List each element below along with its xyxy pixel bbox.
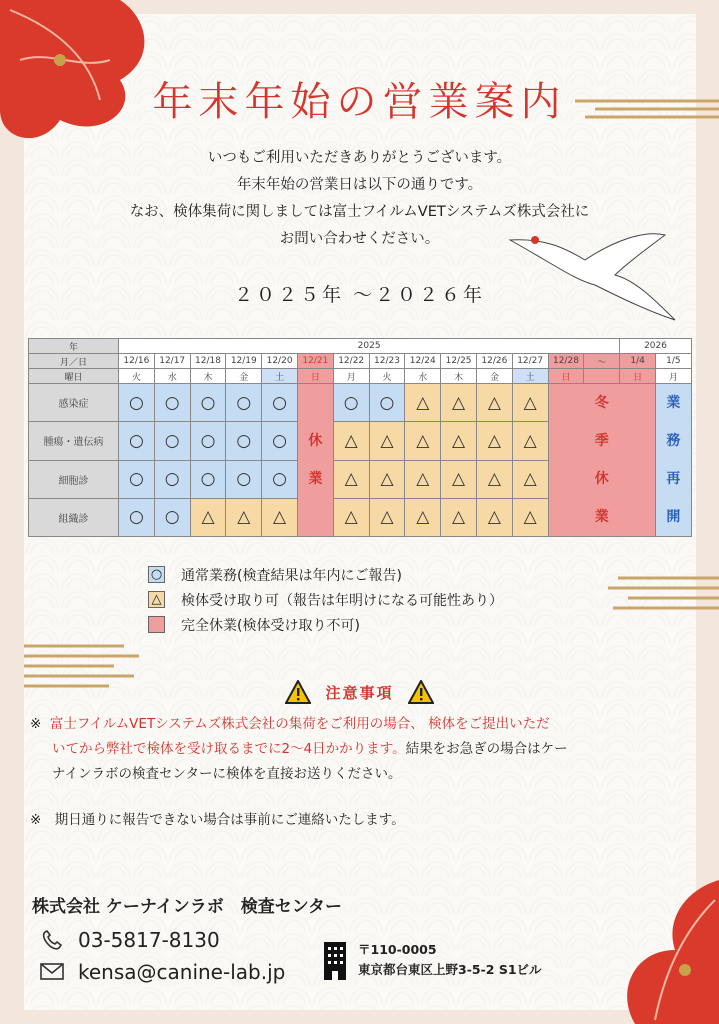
legend-item	[148, 562, 503, 587]
date-cell: 12/19	[226, 354, 262, 369]
status-triangle: △	[405, 384, 441, 422]
closed-char: 休	[308, 433, 323, 449]
date-cell: 1/5	[656, 354, 692, 369]
status-triangle: △	[333, 498, 369, 536]
row-label: 腫瘍・遺伝病	[29, 422, 119, 460]
status-triangle: △	[262, 498, 298, 536]
day-cell: 金	[226, 369, 262, 384]
status-triangle: △	[369, 460, 405, 498]
resume-char: 開	[666, 509, 681, 525]
date-cell: 12/22	[333, 354, 369, 369]
status-triangle: △	[369, 422, 405, 460]
status-circle: ○	[262, 460, 298, 498]
date-cell: 12/26	[476, 354, 512, 369]
status-triangle: △	[333, 422, 369, 460]
status-circle: ○	[154, 460, 190, 498]
status-circle: ○	[262, 384, 298, 422]
status-circle: ○	[119, 460, 155, 498]
day-cell: 木	[441, 369, 477, 384]
gold-cloud-right	[608, 572, 719, 612]
date-cell: 1/4	[620, 354, 656, 369]
status-triangle: △	[226, 498, 262, 536]
date-cell: 12/23	[369, 354, 405, 369]
status-triangle: △	[441, 460, 477, 498]
closed-1221	[297, 384, 333, 537]
status-triangle: △	[441, 498, 477, 536]
company-name: 株式会社 ケーナインラボ 検査センター	[32, 897, 343, 917]
status-circle: ○	[154, 384, 190, 422]
street-address: 東京都台東区上野3-5-2 S1ビル	[358, 962, 542, 977]
page-title: 年末年始の営業案内	[152, 79, 567, 125]
warning-icon	[285, 680, 311, 704]
year-2026: 2026	[620, 339, 692, 354]
note-text: 結果をお急ぎの場合はケー	[405, 741, 568, 757]
winter-char: 冬	[594, 395, 609, 411]
row-label: 細胞診	[29, 460, 119, 498]
schedule-table	[28, 338, 692, 537]
status-triangle: △	[512, 384, 548, 422]
status-circle: ○	[226, 384, 262, 422]
status-triangle: △	[512, 460, 548, 498]
intro-line: いつもご利用いただきありがとうございます。	[207, 150, 512, 166]
mail-row	[40, 960, 285, 984]
red-flower-bottom-right	[585, 880, 719, 1024]
status-triangle: △	[476, 422, 512, 460]
day-cell: 日	[548, 369, 584, 384]
status-triangle: △	[476, 384, 512, 422]
status-circle: ○	[154, 498, 190, 536]
status-triangle: △	[405, 498, 441, 536]
day-cell: 水	[154, 369, 190, 384]
closed-char: 業	[308, 471, 323, 487]
status-triangle: △	[512, 498, 548, 536]
day-cell: 木	[190, 369, 226, 384]
note-mark: ※	[30, 716, 42, 732]
caution-header	[0, 680, 719, 704]
legend-text: 検体受け取り可（報告は年明けになる可能性あり）	[181, 592, 503, 609]
status-triangle: △	[333, 460, 369, 498]
email-address[interactable]: kensa@canine-lab.jp	[78, 960, 286, 984]
day-cell: 水	[405, 369, 441, 384]
status-circle: ○	[154, 422, 190, 460]
status-circle: ○	[119, 384, 155, 422]
day-cell	[584, 369, 620, 384]
day-cell: 月	[333, 369, 369, 384]
day-cell: 日	[297, 369, 333, 384]
legend-item	[148, 587, 503, 612]
day-label: 曜日	[29, 369, 119, 384]
legend	[148, 562, 503, 637]
legend-item	[148, 612, 503, 637]
legend-text: 完全休業(検体受け取り不可)	[181, 617, 360, 634]
year-2025: 2025	[119, 339, 620, 354]
status-triangle: △	[441, 422, 477, 460]
year-range: ２０２５年 〜２０２６年	[233, 284, 486, 306]
status-circle: ○	[226, 422, 262, 460]
resume-column	[656, 384, 692, 537]
status-circle: ○	[333, 384, 369, 422]
note-red-text: いてから弊社で検体を受け取るまでに2〜4日かかります。	[52, 741, 406, 757]
caution-title: 注意事項	[325, 683, 394, 702]
date-cell: 〜	[584, 354, 620, 369]
date-cell: 12/20	[262, 354, 298, 369]
intro-line: なお、検体集荷に関しましては富士フイルムVETシステムズ株式会社に	[129, 204, 590, 220]
status-triangle: △	[441, 384, 477, 422]
mail-icon	[40, 962, 66, 982]
day-cell: 月	[656, 369, 692, 384]
day-cell: 火	[119, 369, 155, 384]
date-cell: 12/24	[405, 354, 441, 369]
day-cell: 土	[262, 369, 298, 384]
status-circle: ○	[369, 384, 405, 422]
date-label: 月／日	[29, 354, 119, 369]
building-icon	[322, 940, 348, 980]
status-triangle: △	[190, 498, 226, 536]
winter-char: 業	[594, 509, 609, 525]
status-circle: ○	[190, 384, 226, 422]
winter-char: 休	[594, 471, 609, 487]
phone-icon	[40, 929, 66, 951]
day-cell: 土	[512, 369, 548, 384]
resume-char: 務	[666, 433, 681, 449]
row-label: 感染症	[29, 384, 119, 422]
phone-number[interactable]: 03-5817-8130	[78, 928, 220, 952]
date-cell: 12/18	[190, 354, 226, 369]
resume-char: 業	[666, 395, 681, 411]
legend-swatch	[148, 616, 165, 633]
status-triangle: △	[512, 422, 548, 460]
status-circle: ○	[226, 460, 262, 498]
intro-text	[0, 145, 719, 253]
date-cell: 12/25	[441, 354, 477, 369]
day-cell: 金	[476, 369, 512, 384]
phone-row	[40, 928, 220, 952]
intro-line: 年末年始の営業日は以下の通りです。	[236, 177, 483, 193]
legend-swatch: △	[148, 591, 165, 608]
winter-char: 季	[594, 433, 609, 449]
status-circle: ○	[119, 498, 155, 536]
status-circle: ○	[190, 422, 226, 460]
year-label: 年	[29, 339, 119, 354]
legend-text: 通常業務(検査結果は年内にご報告)	[181, 567, 402, 584]
status-circle: ○	[262, 422, 298, 460]
status-triangle: △	[405, 422, 441, 460]
postal-code: 〒110-0005	[358, 942, 437, 957]
note-delay: ※ 期日通りに報告できない場合は事前にご連絡いたします。	[30, 812, 405, 828]
date-cell: 12/21	[297, 354, 333, 369]
status-circle: ○	[119, 422, 155, 460]
date-cell: 12/17	[154, 354, 190, 369]
date-cell: 12/16	[119, 354, 155, 369]
intro-line: お問い合わせください。	[279, 231, 440, 247]
resume-char: 再	[666, 471, 681, 487]
day-cell: 火	[369, 369, 405, 384]
note-text: ナインラボの検査センターに検体を直接お送りください。	[52, 766, 402, 782]
date-cell: 12/27	[512, 354, 548, 369]
day-cell: 日	[620, 369, 656, 384]
status-triangle: △	[476, 498, 512, 536]
row-label: 組織診	[29, 498, 119, 536]
status-triangle: △	[476, 460, 512, 498]
status-circle: ○	[190, 460, 226, 498]
address-block	[322, 940, 542, 980]
winter-closed	[548, 384, 655, 537]
note-red-text: 富士フイルムVETシステムズ株式会社の集荷をご利用の場合、 検体をご提出いただ	[49, 716, 550, 732]
legend-swatch: ○	[148, 566, 165, 583]
status-triangle: △	[405, 460, 441, 498]
warning-icon	[408, 680, 434, 704]
date-cell: 12/28	[548, 354, 584, 369]
status-triangle: △	[369, 498, 405, 536]
note-collection	[30, 712, 680, 787]
